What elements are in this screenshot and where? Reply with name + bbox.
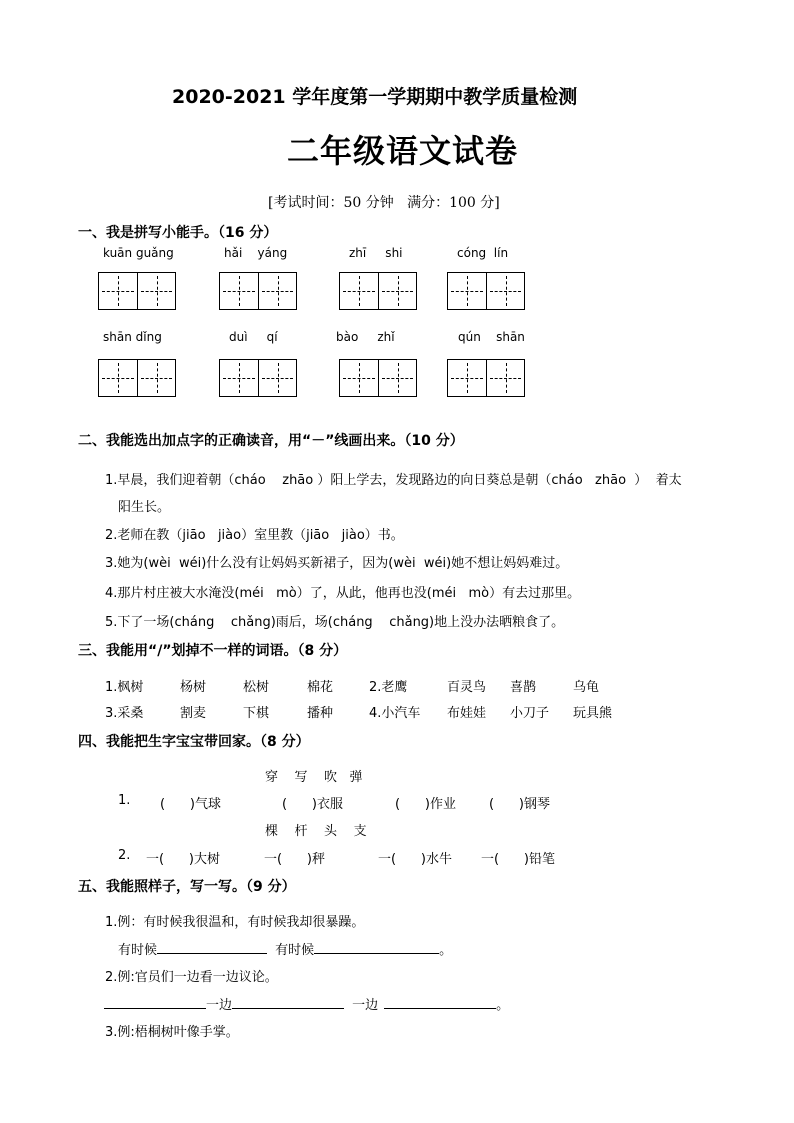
word-item[interactable]: 杨树 — [180, 680, 207, 695]
answer-line[interactable] — [104, 994, 509, 1013]
answer-line[interactable] — [118, 939, 452, 958]
word-item[interactable]: 玩具熊 — [573, 706, 613, 721]
sentence-end: 。 — [496, 998, 510, 1013]
writing-grid[interactable] — [98, 272, 176, 310]
writing-grid[interactable] — [219, 272, 297, 310]
fill-prompt: 一边 — [206, 998, 233, 1013]
fill-blank[interactable]: ( )衣服 — [282, 797, 343, 812]
word-bank: 穿 写 吹 弹 — [265, 770, 363, 785]
writing-grid[interactable] — [447, 359, 525, 397]
word-item[interactable]: 松树 — [243, 680, 270, 695]
word-item[interactable]: 喜鹊 — [510, 680, 537, 695]
word-item[interactable]: 布娃娃 — [447, 706, 487, 721]
example-sentence: 3.例:梧桐树叶像手掌。 — [105, 1025, 239, 1040]
pinyin-label: hǎi yáng — [224, 246, 288, 260]
question-text: 5.下了一场(cháng chǎng)雨后，场(cháng chǎng)地上没办法晒粮食了。 — [105, 615, 565, 630]
fill-prompt: 有时候 — [275, 943, 315, 958]
word-item[interactable]: 割麦 — [180, 706, 207, 721]
question-text: 1.早晨，我们迎着朝（cháo zhāo ）阳上学去，发现路边的向日葵总是朝（cháo zhāo ） 着太 — [105, 473, 682, 488]
pinyin-label: duì qí — [229, 330, 278, 344]
question-number: 1. — [118, 793, 131, 808]
pinyin-label: bào zhǐ — [336, 330, 395, 344]
question-text: 2.老师在教（jiāo jiào）室里教（jiāo jiào）书。 — [105, 528, 404, 543]
section1-title: 一、我是拼写小能手。（16 分） — [78, 225, 278, 241]
fill-blank[interactable]: ( )气球 — [160, 797, 221, 812]
pinyin-label: cóng lín — [457, 246, 509, 260]
section3-title: 三、我能用“/”划掉不一样的词语。（8 分） — [78, 643, 348, 659]
word-item[interactable]: 1.枫树 — [105, 680, 144, 695]
blank-underline[interactable] — [104, 996, 206, 1009]
sentence-end: 。 — [439, 943, 453, 958]
writing-grid[interactable] — [339, 359, 417, 397]
fill-blank[interactable]: 一( )大树 — [146, 852, 220, 867]
word-bank: 棵 杆 头 支 — [265, 824, 367, 839]
blank-underline[interactable] — [314, 941, 439, 954]
word-item[interactable]: 2.老鹰 — [369, 680, 408, 695]
word-item[interactable]: 乌龟 — [573, 680, 600, 695]
pinyin-label: kuān guǎng — [103, 246, 174, 260]
word-item[interactable]: 3.采桑 — [105, 706, 144, 721]
question-number: 2. — [118, 848, 131, 863]
word-item[interactable]: 下棋 — [243, 706, 270, 721]
blank-underline[interactable] — [232, 996, 344, 1009]
word-item[interactable]: 播种 — [307, 706, 334, 721]
question-text: 阳生长。 — [118, 500, 171, 515]
exam-info: [考试时间：50 分钟 满分：100 分] — [268, 195, 500, 211]
pinyin-label: zhī shi — [349, 246, 403, 260]
fill-blank[interactable]: 一( )水牛 — [378, 852, 452, 867]
example-sentence: 1.例：有时候我很温和，有时候我却很暴躁。 — [105, 915, 365, 930]
fill-blank[interactable]: ( )钢琴 — [489, 797, 550, 812]
writing-grid[interactable] — [98, 359, 176, 397]
blank-underline[interactable] — [384, 996, 496, 1009]
example-sentence: 2.例:官员们一边看一边议论。 — [105, 970, 278, 985]
pinyin-label: qún shān — [458, 330, 525, 344]
word-item[interactable]: 百灵鸟 — [447, 680, 487, 695]
fill-prompt: 一边 — [352, 998, 379, 1013]
exam-title: 2020-2021 学年度第一学期期中教学质量检测 — [172, 86, 578, 108]
fill-blank[interactable]: ( )作业 — [395, 797, 456, 812]
pinyin-label: shān dǐng — [103, 330, 162, 344]
fill-blank[interactable]: 一( )铅笔 — [481, 852, 555, 867]
question-text: 3.她为(wèi wéi)什么没有让妈妈买新裙子，因为(wèi wéi)她不想让妈妈难过。 — [105, 556, 569, 571]
section5-title: 五、我能照样子，写一写。（9 分） — [78, 879, 296, 895]
paper-title: 二年级语文试卷 — [287, 132, 519, 170]
section4-title: 四、我能把生字宝宝带回家。（8 分） — [78, 734, 310, 750]
fill-blank[interactable]: 一( )秤 — [264, 852, 325, 867]
writing-grid[interactable] — [447, 272, 525, 310]
writing-grid[interactable] — [219, 359, 297, 397]
question-text: 4.那片村庄被大水淹没(méi mò）了，从此，他再也没(méi mò）有去过那里。 — [105, 586, 581, 601]
word-item[interactable]: 棉花 — [307, 680, 334, 695]
fill-prompt: 有时候 — [118, 943, 158, 958]
section2-title: 二、我能选出加点字的正确读音，用“－”线画出来。（10 分） — [78, 433, 464, 449]
blank-underline[interactable] — [157, 941, 267, 954]
writing-grid[interactable] — [339, 272, 417, 310]
word-item[interactable]: 小刀子 — [510, 706, 550, 721]
word-item[interactable]: 4.小汽车 — [369, 706, 421, 721]
